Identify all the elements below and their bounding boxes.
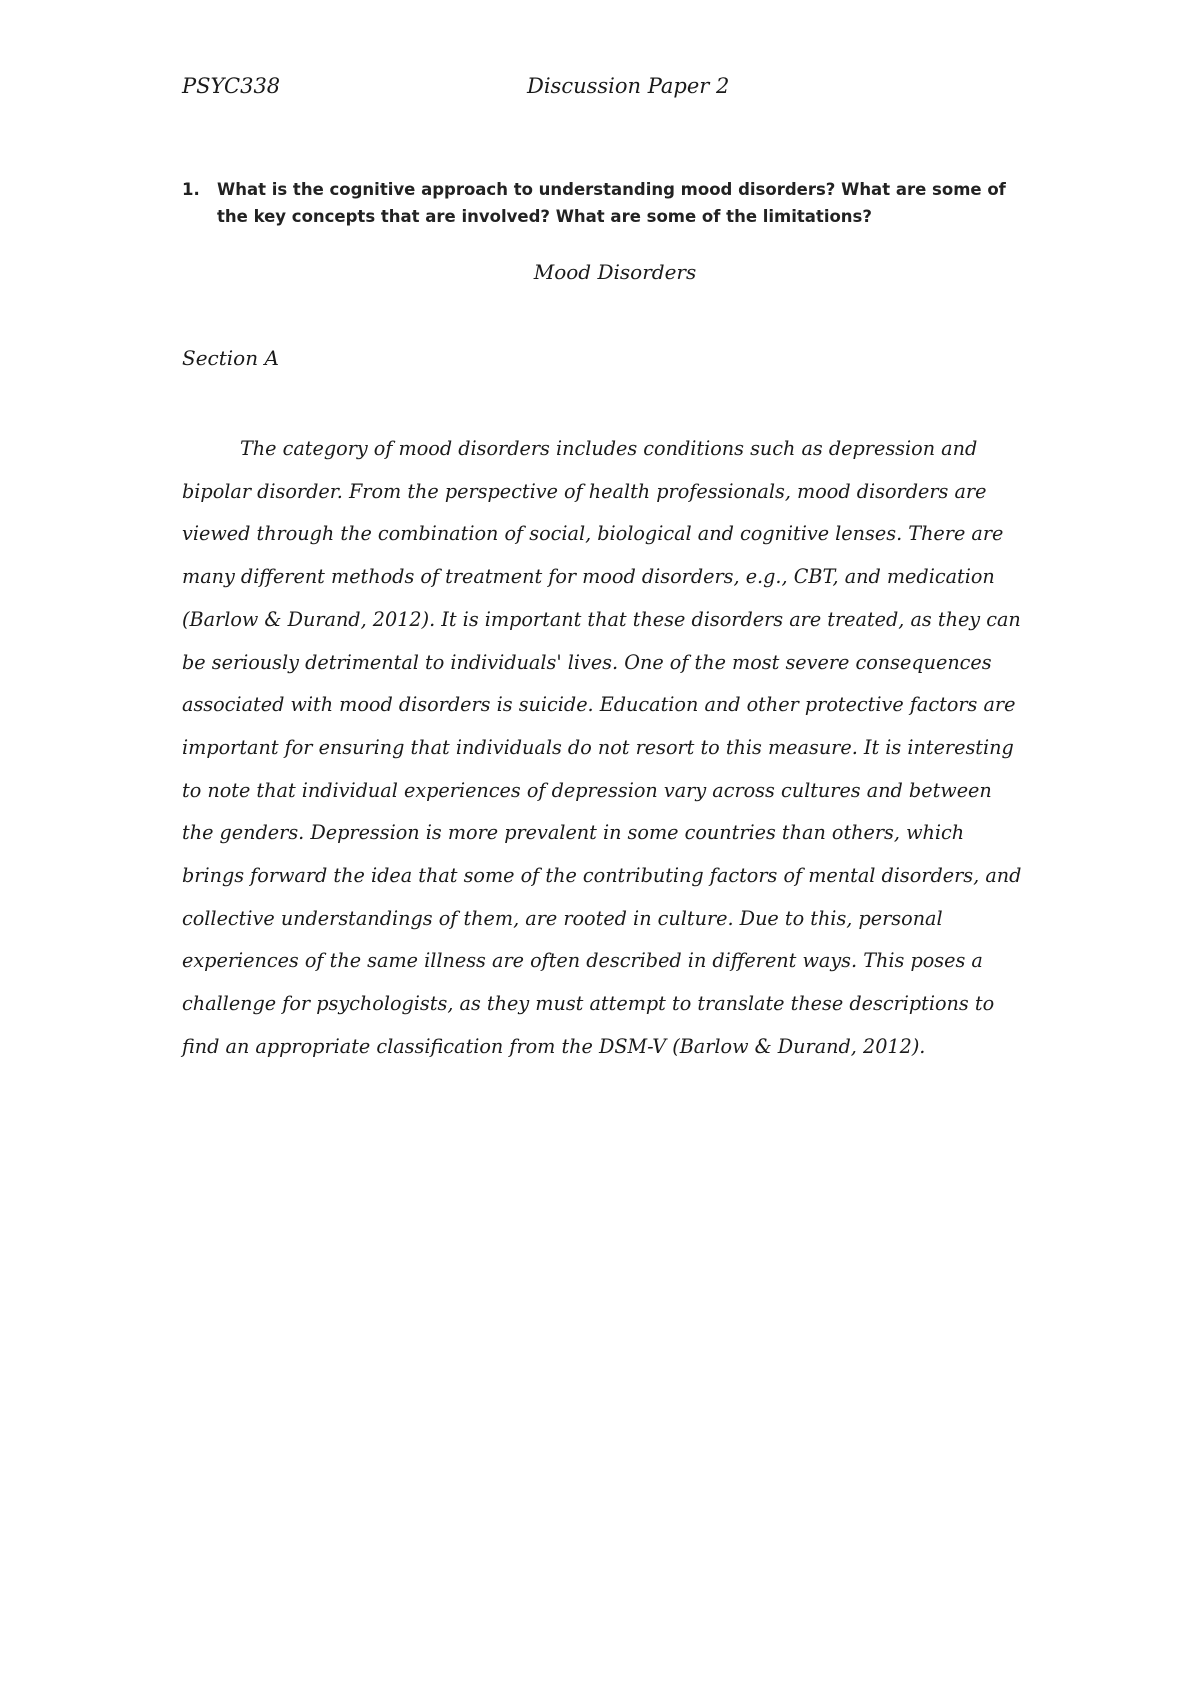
section-heading: Section A [182, 346, 279, 370]
question-item [182, 176, 1022, 230]
question-text: What is the cognitive approach to understanding mood disorders? What are some of the key concepts that are involved? What are some of the limitations? [217, 180, 1006, 226]
header-course-code: PSYC338 [182, 74, 281, 98]
question-number: 1. [182, 180, 200, 199]
body-paragraph: The category of mood disorders includes conditions such as depression and bipolar disorder. From the perspective of health professionals, mood disorders are viewed through the combination of social, biological and cognitive lenses. There are many different methods of treatment for mood disorders, e.g., CBT, and medication (Barlow & Durand, 2012). It is important that these disorders are treated, as they can be seriously detrimental to individuals' lives. One of the most severe consequences associated with mood disorders is suicide. Education and other protective factors are important for ensuring that individuals do not resort to this measure. It is interesting to note that individual experiences of depression vary across cultures and between the genders. Depression is more prevalent in some countries than others, which brings forward the idea that some of the contributing factors of mental disorders, and collective understandings of them, are rooted in culture. Due to this, personal experiences of the same illness are often described in different ways. This poses a challenge for psychologists, as they must attempt to translate these descriptions to find an appropriate classification from the DSM-V (Barlow & Durand, 2012). [182, 437, 1022, 1058]
header-paper-title: Discussion Paper 2 [527, 74, 730, 98]
document-title: Mood Disorders [533, 260, 697, 284]
